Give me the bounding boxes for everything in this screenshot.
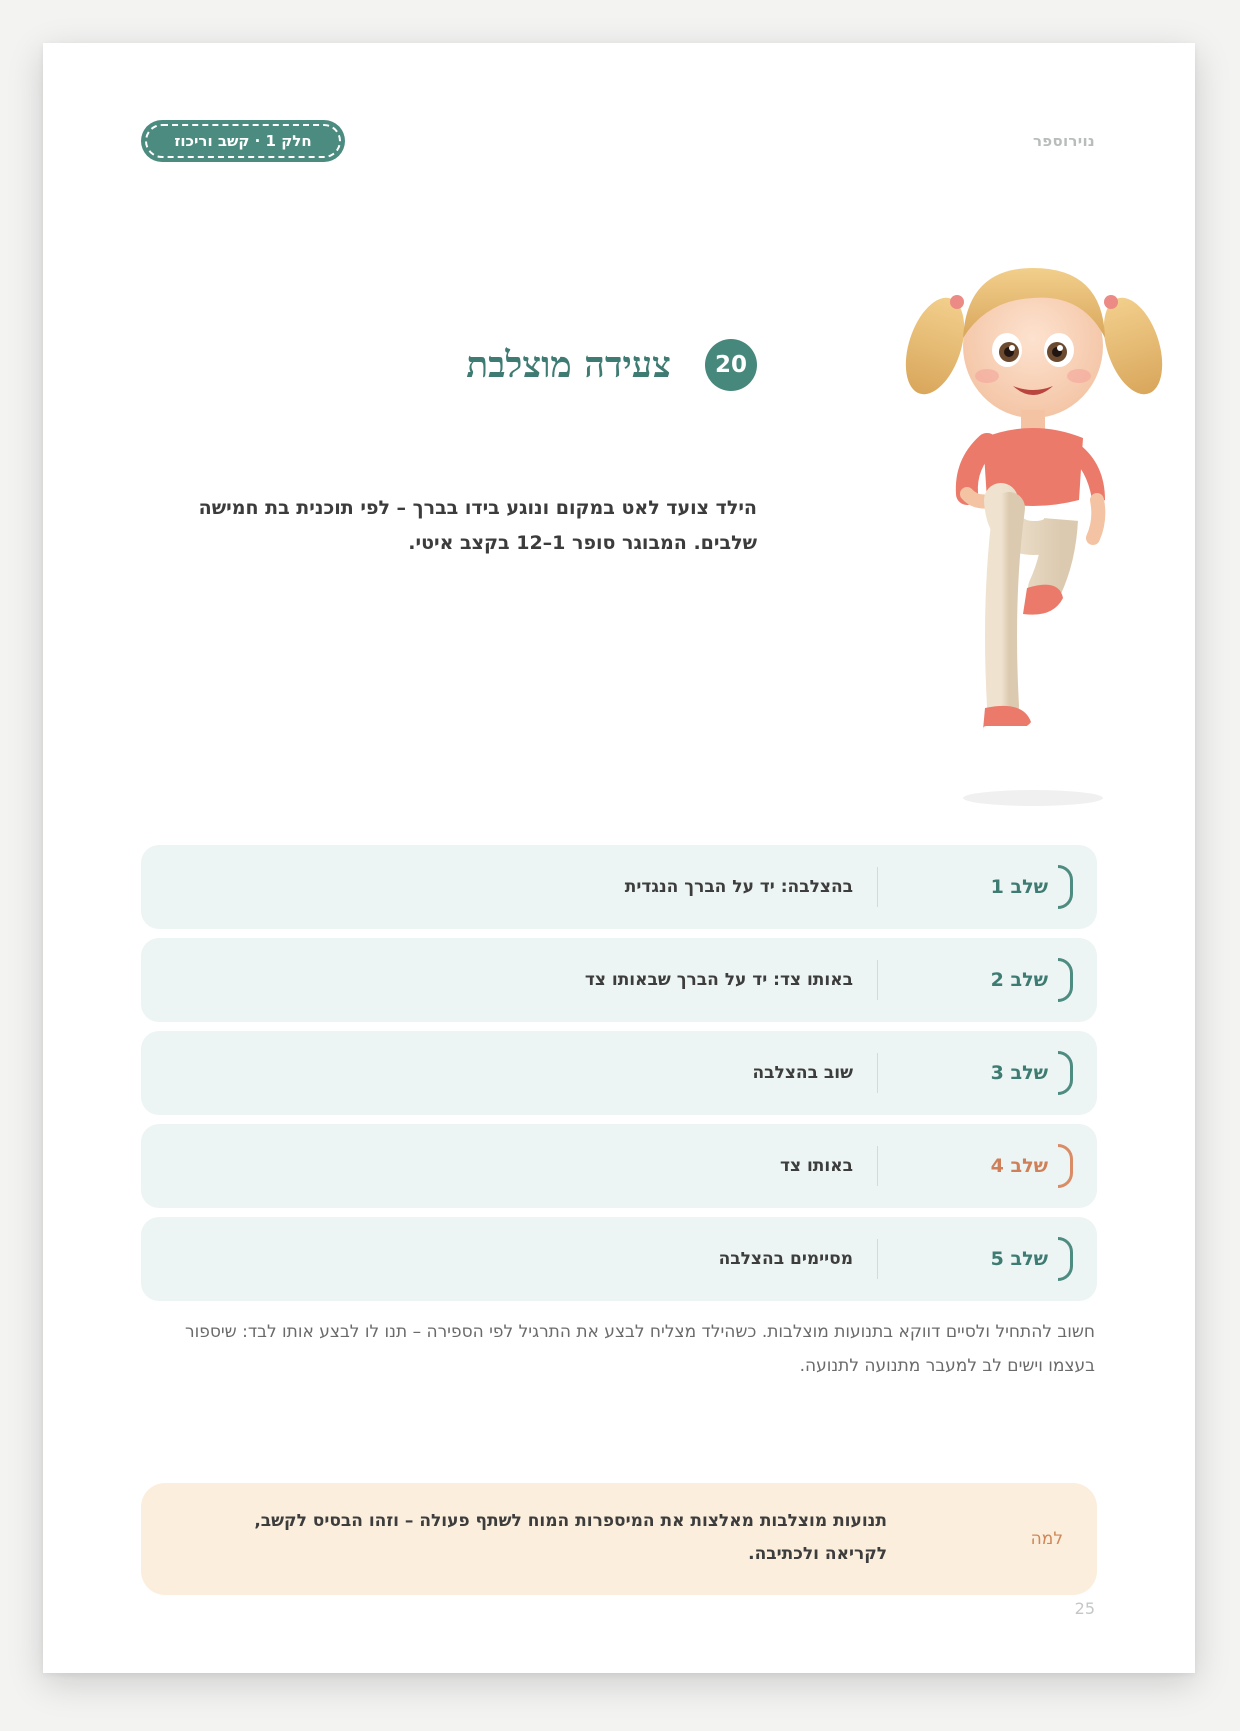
step-text: באותו צד (779, 1156, 853, 1176)
page-number: 25 (1074, 1599, 1095, 1618)
exercise-number-badge: 20 (705, 339, 757, 391)
girl-marching-illustration (883, 238, 1203, 818)
step-label: שלב 1 (990, 876, 1048, 898)
steps-list (141, 845, 1097, 1310)
step-row-2 (141, 938, 1097, 1022)
exercise-title: צעידה מוצלבת (466, 344, 671, 386)
section-badge (141, 120, 345, 162)
step-text: בהצלבה: יד על הברך הנגדית (624, 877, 853, 897)
step-row-3 (141, 1031, 1097, 1115)
step-label: שלב 2 (990, 969, 1048, 991)
step-text: באותו צד: יד על הברך שבאותו צד (584, 970, 853, 990)
step-row-4 (141, 1124, 1097, 1208)
step-label: שלב 5 (990, 1248, 1048, 1270)
step-row-5 (141, 1217, 1097, 1301)
step-divider (877, 1053, 878, 1093)
step-divider (877, 960, 878, 1000)
bracket-icon (1058, 958, 1073, 1002)
instruction-note: חשוב להתחיל ולסיים דווקא בתנועות מוצלבות. כשהילד מצליח לבצע את התרגיל לפי הספירה – תנו לו לבצע אותו לבד: שיספור בעצמו וישים לב למעבר מתנועה לתנועה. (185, 1322, 1095, 1376)
why-label: למה (1030, 1529, 1063, 1549)
bracket-icon (1058, 1237, 1073, 1281)
exercise-heading (466, 339, 757, 391)
page (43, 43, 1195, 1673)
step-divider (877, 1146, 878, 1186)
step-row-1 (141, 845, 1097, 929)
why-text: תנועות מוצלבות מאלצות את המיספרות המוח לשתף פעולה – וזהו הבסיס לקשב, לקריאה ולכתיבה. (254, 1511, 887, 1564)
why-callout (141, 1483, 1097, 1595)
exercise-intro: הילד צועד לאט במקום ונוגע בידו בברך – לפי תוכנית בת חמישה שלבים. המבוגר סופר 1–12 בקצב איטי. (198, 497, 757, 554)
step-label: שלב 4 (990, 1155, 1048, 1177)
brand-name: נוירוספר (1032, 132, 1095, 150)
step-label: שלב 3 (990, 1062, 1048, 1084)
step-divider (877, 1239, 878, 1279)
step-text: שוב בהצלבה (752, 1063, 853, 1083)
bracket-icon (1058, 1051, 1073, 1095)
step-divider (877, 867, 878, 907)
step-text: מסיימים בהצלבה (718, 1249, 853, 1269)
bracket-icon (1058, 865, 1073, 909)
bracket-icon (1058, 1144, 1073, 1188)
section-badge-label: חלק 1 · קשב וריכוז (145, 124, 341, 158)
